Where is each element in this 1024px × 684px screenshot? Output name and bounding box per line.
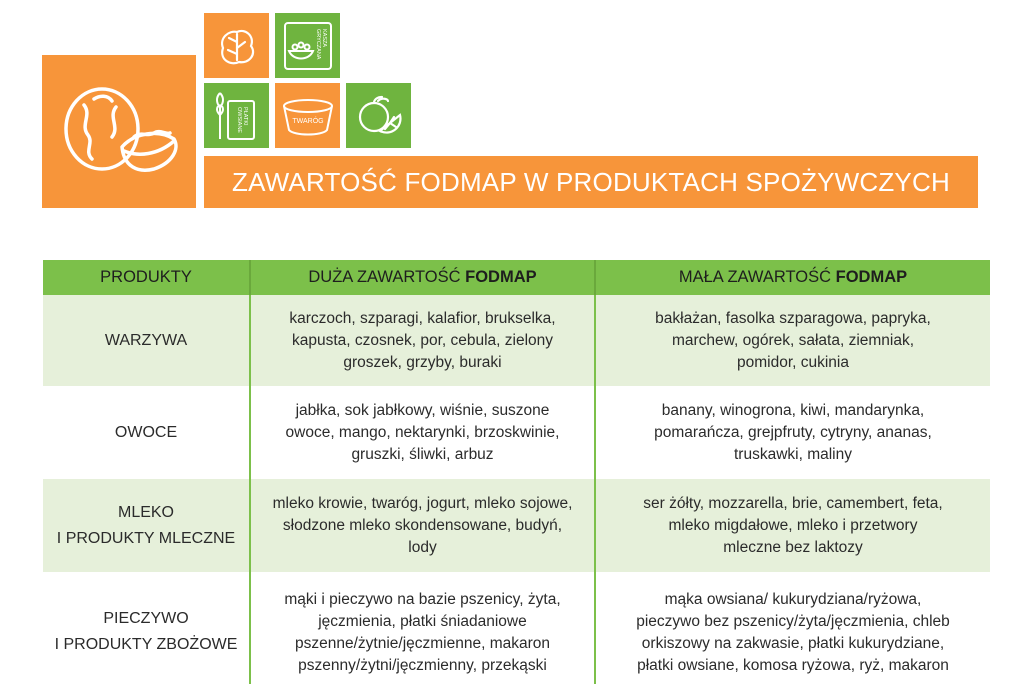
buckwheat-tile: [275, 13, 340, 78]
walnut-icon: [54, 77, 184, 187]
kasza-label: KASZA: [320, 28, 327, 47]
header-low-prefix: MAŁA ZAWARTOŚĆ: [678, 268, 832, 286]
cell-line: pszenne/żytnie/jęczmienne, makaron: [294, 635, 551, 652]
cell-line: słodzone mleko skondensowane, budyń,: [282, 516, 563, 534]
cottage-cheese-tub-icon: [280, 92, 336, 140]
header-high-prefix: DUŻA ZAWARTOŚĆ: [308, 268, 461, 286]
cell-line: bakłażan, fasolka szparagowa, papryka,: [655, 309, 931, 327]
table-header-row: [43, 260, 990, 295]
buckwheat-box-icon: [279, 17, 337, 75]
header-high-bold: FODMAP: [465, 268, 537, 286]
twarog-label: TWARÓG: [291, 117, 324, 125]
header-low-bold: FODMAP: [835, 268, 908, 286]
cell-line: jęczmienia, płatki śniadaniowe: [318, 613, 527, 630]
citrus-tile: [346, 83, 411, 148]
cell-line: gruszki, śliwki, arbuz: [351, 445, 494, 463]
cell-line: kapusta, czosnek, por, cebula, zielony: [291, 331, 554, 349]
cell-line: mleczne bez laktozy: [723, 538, 863, 556]
header-products: PRODUKTY: [43, 260, 250, 295]
cell-line: owoce, mango, nektarynki, brzoskwinie,: [285, 423, 560, 441]
gryczana-label: GRYCZANA: [314, 28, 321, 59]
low-fodmap-cell: [595, 572, 990, 684]
high-fodmap-cell: [250, 295, 595, 386]
cell-line: orkiszowy na zakwasie, płatki kukurydziane,: [641, 635, 945, 652]
category-line: I PRODUKTY ZBOŻOWE: [54, 636, 238, 653]
category-line: PIECZYWO: [103, 610, 189, 627]
cell-line: truskawki, maliny: [734, 445, 852, 463]
cell-line: karczoch, szparagi, kalafior, brukselka,: [289, 309, 556, 327]
low-fodmap-cell: [595, 386, 990, 479]
high-fodmap-cell: [250, 572, 595, 684]
cell-line: marchew, ogórek, sałata, ziemniak,: [671, 331, 915, 349]
citrus-icon: [354, 91, 404, 141]
cottage-cheese-tile: [275, 83, 340, 148]
cell-line: ser żółty, mozzarella, brie, camembert, feta,: [643, 494, 943, 512]
lettuce-tile: [204, 13, 269, 78]
fodmap-table: [43, 260, 990, 684]
page-title: ZAWARTOŚĆ FODMAP W PRODUKTACH SPOŻYWCZYCH: [232, 166, 950, 197]
category-line: OWOCE: [114, 423, 178, 441]
page-title-bar: [204, 156, 978, 208]
cell-line: pomarańcza, grejpfruty, cytryny, ananas,: [654, 423, 932, 441]
category-line: I PRODUKTY MLECZNE: [56, 529, 236, 547]
table-row-cereals: [43, 572, 990, 684]
platki-label: PŁATKI: [241, 106, 248, 126]
lettuce-icon: [213, 22, 261, 70]
category-line: WARZYWA: [104, 331, 188, 349]
header-low-fodmap: [595, 260, 990, 295]
cell-line: mąka owsiana/ kukurydziana/ryżowa,: [664, 591, 922, 608]
cell-line: mleko krowie, twaróg, jogurt, mleko sojowe,: [272, 494, 573, 512]
low-fodmap-cell: [595, 479, 990, 572]
cell-line: groszek, grzyby, buraki: [343, 353, 502, 371]
oat-flakes-tile: [204, 83, 269, 148]
category-cell: [43, 572, 250, 684]
oat-flakes-box-icon: [208, 87, 266, 145]
cell-line: pszenny/żytni/jęczmienny, przekąski: [298, 657, 547, 674]
low-fodmap-cell: [595, 295, 990, 386]
category-cell: [43, 386, 250, 479]
cell-line: pieczywo bez pszenicy/żyta/jęczmienia, chleb: [636, 613, 950, 630]
high-fodmap-cell: [250, 386, 595, 479]
high-fodmap-cell: [250, 479, 595, 572]
table-row-dairy: [43, 479, 990, 572]
category-line: MLEKO: [117, 503, 174, 521]
category-cell: [43, 479, 250, 572]
cell-line: mąki i pieczywo na bazie pszenicy, żyta,: [284, 591, 561, 608]
cell-line: pomidor, cukinia: [736, 353, 849, 371]
walnut-tile: [42, 55, 196, 208]
cell-line: lody: [408, 538, 437, 556]
table-row-vegetables: [43, 295, 990, 386]
cell-line: banany, winogrona, kiwi, mandarynka,: [661, 401, 925, 419]
cell-line: płatki owsiane, komosa ryżowa, ryż, makaron: [637, 657, 949, 674]
header-high-fodmap: [250, 260, 595, 295]
cell-line: jabłka, sok jabłkowy, wiśnie, suszone: [295, 401, 550, 419]
table-row-fruits: [43, 386, 990, 479]
cell-line: mleko migdałowe, mleko i przetwory: [668, 516, 918, 534]
category-cell: [43, 295, 250, 386]
owsiane-label: OWSIANE: [235, 106, 242, 133]
